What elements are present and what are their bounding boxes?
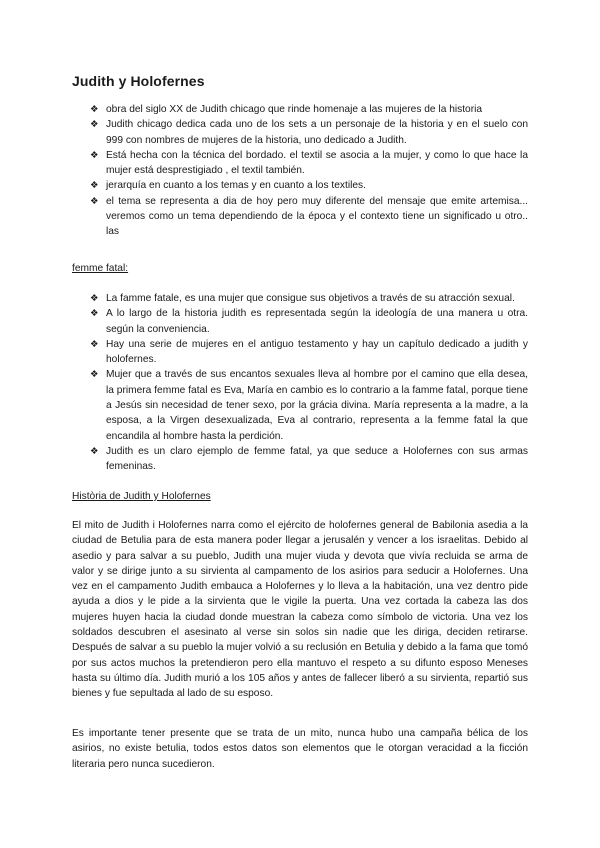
diamond-bullet-icon: ❖ — [90, 149, 99, 161]
historia-paragraph-1: El mito de Judith i Holofernes narra como el ejército de holofernes general de Babilonia asedia a la ciudad de Betulia para de esta manera poder llegar a jerusalén y vencer a los israelitas. Debido al asedio y para salvar a su pueblo, Judith una mujer viuda y devota que vivía recluida se arma de valor y se dirige junto a su sirvienta al campamento de los asirios para seducir a Holofernes. Una vez en el campamento Judith embauca a Holofernes y lo lleva a la habitación, una vez dentro pide ayuda a dios y le pide a la sirvienta que le vigile la puerta. Una vez cortada la cabeza las dos mujeres huyen hacia la ciudad donde muestran la cabeza como símbolo de victoria. Una vez los soldados descubren el asesinato al verse sin solos sin nadie que les diriga, deciden retirarse. Después de salvar a su pueblo la mujer volvió a su reclusión en Betulia y debido a la fama que tomó por sus actos muchos la pretendieron pero ella mantuvo el respeto a su difunto esposo Meneses hasta su último día. Judith murió a los 105 años y antes de fallecer liberó a su sirvienta, repartió sus bienes y fue sepultada al lado de su esposo. — [72, 520, 528, 700]
diamond-bullet-icon: ❖ — [90, 293, 99, 304]
list-item: ❖ el tema se representa a dia de hoy pero muy diferente del mensaje que emite artemisa... veremos como un tema dependiendo de la época y el contexto tiene un significado u otro.. las — [90, 195, 528, 238]
historia-paragraph-2: Es importante tener presente que se trata de un mito, nunca hubo una campaña bélica de los asirios, no existe betulia, todos estos datos son elementos que le otorgan veracidad a la ficción literaria pero nunca sucedieron. — [72, 728, 528, 770]
diamond-bullet-icon: ❖ — [90, 369, 99, 381]
list-item: ❖ obra del siglo XX de Judith chicago que rinde homenaje a las mujeres de la historia — [72, 102, 528, 117]
list-item: ❖ La famme fatale, es una mujer que consigue sus objetivos a través de su atracción sexual. — [72, 291, 528, 306]
document-title: Judith y Holofernes — [72, 73, 205, 89]
list-item: ❖ Judith chicago dedica cada uno de los sets a un personaje de la historia y en el suelo con 999 con nombres de mujeres de la historia, uno dedicado a Judith. — [90, 119, 528, 146]
list-item: ❖ Mujer que a través de sus encantos sexuales lleva al hombre por el camino que ella desea, la primera femme fatal es Eva, María en cambio es lo contrario a la famme fatal, porque tiene a Jesús sin necesidad de tener sexo, por la grácia divina. María representa a la madre, a la esposa, a la Virgen desexualizada, Eva al contrario, representa a la femme fatal la que encandila al hombre hasta la perdición. — [90, 369, 528, 442]
diamond-bullet-icon: ❖ — [90, 308, 99, 320]
femme-fatal-bullet-list — [72, 291, 528, 475]
list-item: ❖ A lo largo de la historia judith es representada según la ideología de una manera u otra. según la conveniencia. — [90, 308, 528, 335]
intro-bullet-list — [72, 102, 528, 240]
femme-fatal-heading: femme fatal: — [72, 263, 129, 274]
list-item: ❖ Judith es un claro ejemplo de femme fatal, ya que seduce a Holofernes con sus armas femeninas. — [90, 445, 528, 473]
historia-heading: Història de Judith y Holofernes — [72, 491, 211, 502]
diamond-bullet-icon: ❖ — [90, 445, 99, 457]
diamond-bullet-icon: ❖ — [90, 119, 99, 131]
diamond-bullet-icon: ❖ — [90, 180, 99, 192]
list-item: ❖ Hay una serie de mujeres en el antiguo testamento y hay un capítulo dedicado a judith y holofernes. — [90, 338, 528, 366]
diamond-bullet-icon: ❖ — [90, 338, 99, 350]
list-item: ❖ jerarquía en cuanto a los temas y en cuanto a los textiles. — [72, 178, 528, 193]
diamond-bullet-icon: ❖ — [90, 195, 99, 207]
list-item: ❖ Está hecha con la técnica del bordado. el textil se asocia a la mujer, y como lo que hace la mujer está desprestigiado , el textil también. — [90, 149, 528, 177]
diamond-bullet-icon: ❖ — [90, 104, 99, 115]
